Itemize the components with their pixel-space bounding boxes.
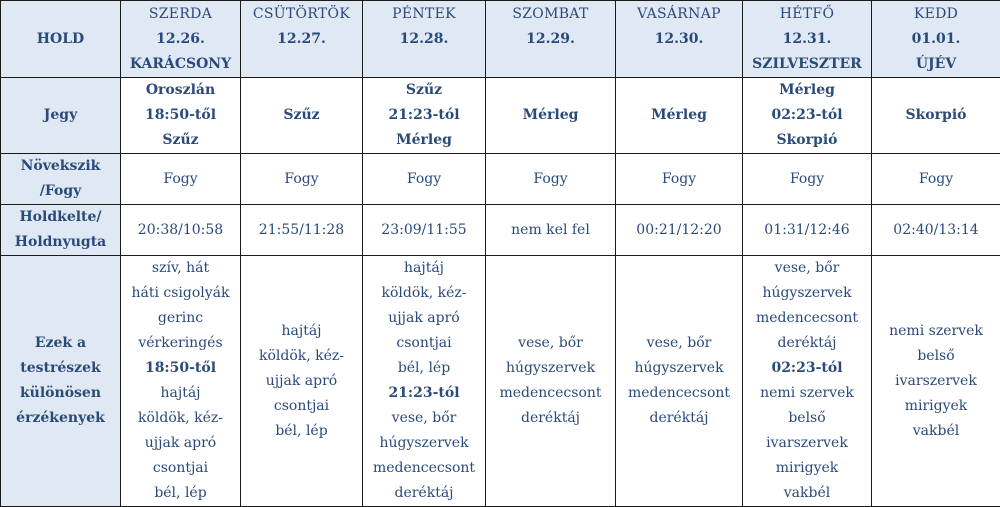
body-part-line: deréktáj bbox=[618, 406, 740, 431]
moonrise-moonset-cell: 20:38/10:58 bbox=[121, 205, 241, 256]
zodiac-sign-cell bbox=[241, 78, 363, 154]
day-date: 12.27. bbox=[243, 27, 360, 52]
day-name: CSÜTÖRTÖK bbox=[243, 2, 360, 27]
zodiac-sign-line: Szűz bbox=[243, 103, 360, 128]
phase-label bbox=[1, 154, 121, 205]
day-name: SZOMBAT bbox=[488, 2, 613, 27]
moonrise-moonset-cell: nem kel fel bbox=[486, 205, 616, 256]
moon-phase-cell: Fogy bbox=[872, 154, 1000, 205]
rise-set-label-line: Holdkelte/ bbox=[3, 205, 118, 230]
body-part-line: köldök, kéz- bbox=[365, 281, 483, 306]
moon-phase-cell: Fogy bbox=[743, 154, 872, 205]
day-note: SZILVESZTER bbox=[745, 52, 869, 77]
body-part-line: húgyszervek bbox=[618, 356, 740, 381]
rise-set-row bbox=[1, 205, 1000, 256]
hold-label: HOLD bbox=[1, 1, 121, 78]
rise-set-label bbox=[1, 205, 121, 256]
moon-phase-cell: Fogy bbox=[121, 154, 241, 205]
jegy-label: Jegy bbox=[1, 78, 121, 154]
zodiac-sign-line: Mérleg bbox=[745, 78, 869, 103]
day-header bbox=[363, 1, 486, 78]
body-part-line: bél, lép bbox=[365, 356, 483, 381]
body-parts-cell bbox=[241, 256, 363, 507]
body-part-line: bél, lép bbox=[123, 481, 238, 506]
day-name: VASÁRNAP bbox=[618, 2, 740, 27]
body-part-line: vese, bőr bbox=[488, 331, 613, 356]
zodiac-sign-line: Mérleg bbox=[488, 103, 613, 128]
zodiac-sign-line: 18:50-től bbox=[123, 103, 238, 128]
body-part-line: hajtáj bbox=[243, 319, 360, 344]
body-part-line: csontjai bbox=[123, 456, 238, 481]
body-part-line: csontjai bbox=[365, 331, 483, 356]
moonrise-moonset-cell: 23:09/11:55 bbox=[363, 205, 486, 256]
body-parts-cell bbox=[486, 256, 616, 507]
moonrise-moonset-cell: 21:55/11:28 bbox=[241, 205, 363, 256]
day-note: KARÁCSONY bbox=[123, 52, 238, 77]
body-part-line: belső bbox=[874, 344, 998, 369]
body-part-line: gerinc bbox=[123, 306, 238, 331]
zodiac-sign-line: Skorpió bbox=[874, 103, 998, 128]
day-header bbox=[241, 1, 363, 78]
body-part-line: háti csigolyák bbox=[123, 281, 238, 306]
day-name: SZERDA bbox=[123, 2, 238, 27]
body-part-line: köldök, kéz- bbox=[123, 406, 238, 431]
body-part-line: húgyszervek bbox=[365, 431, 483, 456]
day-date: 12.29. bbox=[488, 27, 613, 52]
body-part-line: vakbél bbox=[745, 481, 869, 506]
zodiac-sign-line: Szűz bbox=[123, 128, 238, 153]
body-parts-cell bbox=[363, 256, 486, 507]
moon-phase-cell: Fogy bbox=[363, 154, 486, 205]
body-parts-cell bbox=[872, 256, 1000, 507]
body-part-line: vakbél bbox=[874, 419, 998, 444]
body-part-line: húgyszervek bbox=[488, 356, 613, 381]
zodiac-sign-line: 21:23-tól bbox=[365, 103, 483, 128]
body-part-line: mirigyek bbox=[874, 394, 998, 419]
zodiac-sign-cell bbox=[486, 78, 616, 154]
day-header bbox=[486, 1, 616, 78]
moon-phase-cell: Fogy bbox=[241, 154, 363, 205]
day-header bbox=[121, 1, 241, 78]
day-header bbox=[743, 1, 872, 78]
day-name: KEDD bbox=[874, 2, 998, 27]
zodiac-sign-line: Mérleg bbox=[365, 128, 483, 153]
body-parts-label-line: testrészek bbox=[3, 356, 118, 381]
body-parts-cell bbox=[121, 256, 241, 507]
phase-label-line: Növekszik bbox=[3, 154, 118, 179]
day-note: ÚJÉV bbox=[874, 52, 998, 77]
body-part-line: medencecsont bbox=[745, 306, 869, 331]
body-part-line: ujjak apró bbox=[365, 306, 483, 331]
body-part-line: csontjai bbox=[243, 394, 360, 419]
day-header bbox=[872, 1, 1000, 78]
body-parts-label-line: Ezek a bbox=[3, 331, 118, 356]
body-part-line: deréktáj bbox=[745, 331, 869, 356]
zodiac-sign-line: Szűz bbox=[365, 78, 483, 103]
zodiac-sign-cell bbox=[743, 78, 872, 154]
day-date: 12.28. bbox=[365, 27, 483, 52]
body-parts-label-line: különösen bbox=[3, 381, 118, 406]
day-name: PÉNTEK bbox=[365, 2, 483, 27]
body-part-line: vese, bőr bbox=[365, 406, 483, 431]
body-part-line: hajtáj bbox=[123, 381, 238, 406]
day-date: 12.31. bbox=[745, 27, 869, 52]
body-part-line: medencecsont bbox=[365, 456, 483, 481]
header-row bbox=[1, 1, 1000, 78]
body-parts-cell bbox=[616, 256, 743, 507]
day-date: 01.01. bbox=[874, 27, 998, 52]
body-part-line: bél, lép bbox=[243, 419, 360, 444]
zodiac-sign-line: Oroszlán bbox=[123, 78, 238, 103]
body-part-line: szív, hát bbox=[123, 256, 238, 281]
body-part-line: 02:23-tól bbox=[745, 356, 869, 381]
body-part-line: belső bbox=[745, 406, 869, 431]
body-part-line: 18:50-től bbox=[123, 356, 238, 381]
body-part-line: ivarszervek bbox=[745, 431, 869, 456]
body-part-line: medencecsont bbox=[488, 381, 613, 406]
jegy-row bbox=[1, 78, 1000, 154]
body-parts-label bbox=[1, 256, 121, 507]
rise-set-label-line: Holdnyugta bbox=[3, 230, 118, 255]
zodiac-sign-cell bbox=[872, 78, 1000, 154]
moon-phase-cell: Fogy bbox=[616, 154, 743, 205]
body-part-line: húgyszervek bbox=[745, 281, 869, 306]
body-part-line: ujjak apró bbox=[123, 431, 238, 456]
day-date: 12.26. bbox=[123, 27, 238, 52]
body-part-line: deréktáj bbox=[365, 481, 483, 506]
body-part-line: nemi szervek bbox=[745, 381, 869, 406]
body-part-line: deréktáj bbox=[488, 406, 613, 431]
moonrise-moonset-cell: 01:31/12:46 bbox=[743, 205, 872, 256]
zodiac-sign-cell bbox=[121, 78, 241, 154]
zodiac-sign-line: 02:23-tól bbox=[745, 103, 869, 128]
day-name: HÉTFŐ bbox=[745, 2, 869, 27]
body-parts-label-line: érzékenyek bbox=[3, 406, 118, 431]
day-date: 12.30. bbox=[618, 27, 740, 52]
body-parts-cell bbox=[743, 256, 872, 507]
zodiac-sign-cell bbox=[616, 78, 743, 154]
body-part-line: köldök, kéz- bbox=[243, 344, 360, 369]
phase-label-line: /Fogy bbox=[3, 179, 118, 204]
body-part-line: hajtáj bbox=[365, 256, 483, 281]
body-part-line: 21:23-tól bbox=[365, 381, 483, 406]
body-part-line: vérkeringés bbox=[123, 331, 238, 356]
body-part-line: mirigyek bbox=[745, 456, 869, 481]
moonrise-moonset-cell: 00:21/12:20 bbox=[616, 205, 743, 256]
body-part-line: medencecsont bbox=[618, 381, 740, 406]
body-part-line: vese, bőr bbox=[745, 256, 869, 281]
moonrise-moonset-cell: 02:40/13:14 bbox=[872, 205, 1000, 256]
zodiac-sign-cell bbox=[363, 78, 486, 154]
body-part-line: ujjak apró bbox=[243, 369, 360, 394]
body-part-line: vese, bőr bbox=[618, 331, 740, 356]
body-part-line: nemi szervek bbox=[874, 319, 998, 344]
moon-phase-cell: Fogy bbox=[486, 154, 616, 205]
zodiac-sign-line: Skorpió bbox=[745, 128, 869, 153]
phase-row bbox=[1, 154, 1000, 205]
zodiac-sign-line: Mérleg bbox=[618, 103, 740, 128]
body-part-line: ivarszervek bbox=[874, 369, 998, 394]
day-header bbox=[616, 1, 743, 78]
body-parts-row bbox=[1, 256, 1000, 507]
